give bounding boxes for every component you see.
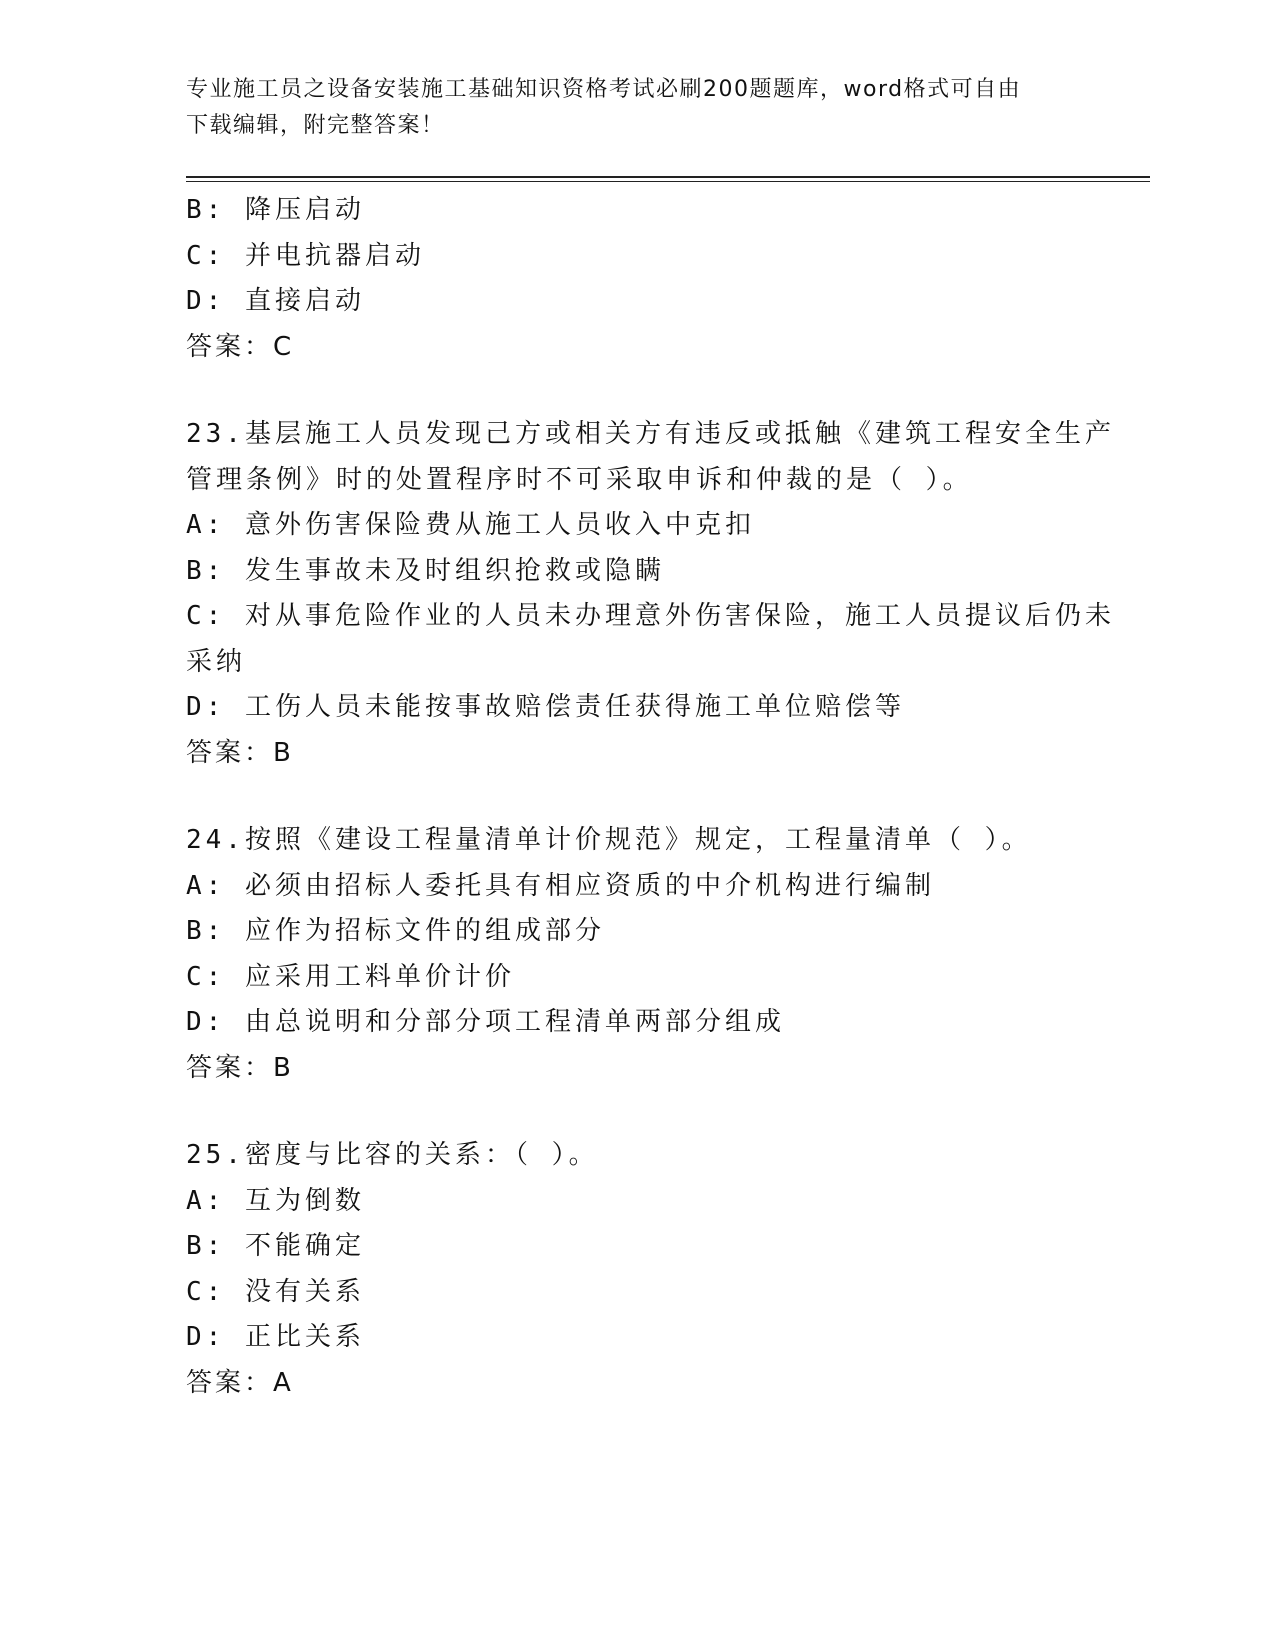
- option-d: D: 工伤人员未能按事故赔偿责任获得施工单位赔偿等: [186, 692, 905, 722]
- option-d: D: 直接启动: [186, 286, 365, 316]
- question-list: [186, 188, 1115, 1406]
- spacer: [186, 370, 1086, 412]
- answer-line: 答案：A: [186, 1367, 294, 1398]
- option-b: B: 发生事故未及时组织抢救或隐瞒: [186, 555, 665, 586]
- header-line-2: 下载编辑，附完整答案！: [186, 113, 445, 138]
- question-stem: 24.按照《建设工程量清单计价规范》规定，工程量清单（ ）。: [186, 825, 1032, 855]
- option-b: B: 不能确定: [186, 1231, 365, 1261]
- option-d: D: 由总说明和分部分项工程清单两部分组成: [186, 1007, 785, 1037]
- option-c: C: 没有关系: [186, 1276, 365, 1307]
- question-stem-continued: 管理条例》时的处置程序时不可采取申诉和仲裁的是（ ）。: [186, 464, 973, 495]
- spacer: [186, 1091, 1086, 1133]
- header-divider-thin: [186, 181, 1150, 182]
- answer-line: 答案：B: [186, 737, 294, 768]
- option-b: B: 降压启动: [186, 195, 365, 225]
- question-23: [186, 412, 1115, 776]
- option-a: A: 必须由招标人委托具有相应资质的中介机构进行编制: [186, 870, 935, 901]
- answer-line: 答案：B: [186, 1052, 294, 1083]
- header-line-1: 专业施工员之设备安装施工基础知识资格考试必刷200题题库，word格式可自由: [186, 77, 1022, 102]
- option-c-continued: 采纳: [186, 646, 247, 677]
- option-c: C: 并电抗器启动: [186, 240, 425, 271]
- question-24: [186, 818, 1086, 1091]
- spacer: [186, 776, 1086, 818]
- option-d: D: 正比关系: [186, 1322, 365, 1352]
- option-b: B: 应作为招标文件的组成部分: [186, 916, 605, 946]
- option-a: A: 互为倒数: [186, 1185, 365, 1216]
- option-a: A: 意外伤害保险费从施工人员收入中克扣: [186, 510, 755, 540]
- question-stem: 23.基层施工人员发现己方或相关方有违反或抵触《建筑工程安全生产: [186, 419, 1115, 449]
- header-divider-thick: [186, 176, 1150, 178]
- answer-line: 答案：C: [186, 331, 295, 362]
- option-c: C: 应采用工料单价计价: [186, 961, 515, 992]
- question-22-continued: [186, 188, 1086, 370]
- question-stem: 25.密度与比容的关系：（ ）。: [186, 1140, 599, 1170]
- question-25: [186, 1133, 1086, 1406]
- document-header: [186, 72, 1066, 144]
- option-c: C: 对从事危险作业的人员未办理意外伤害保险，施工人员提议后仍未: [186, 601, 1115, 631]
